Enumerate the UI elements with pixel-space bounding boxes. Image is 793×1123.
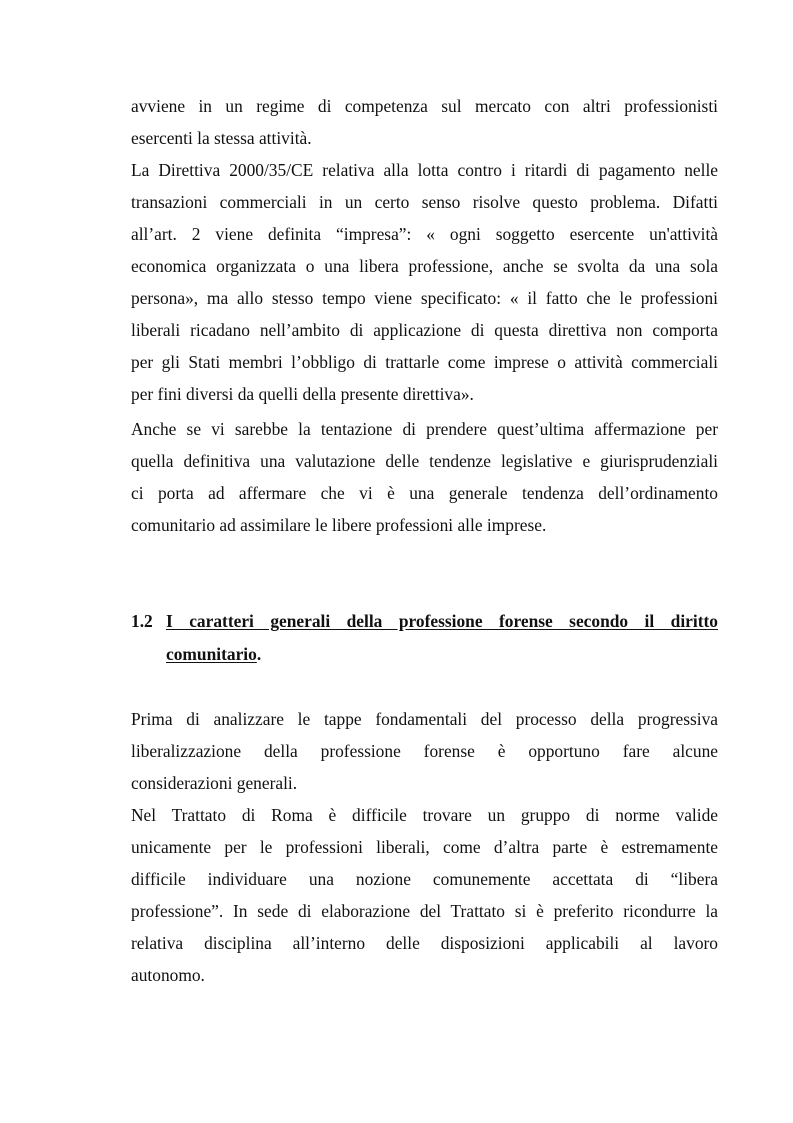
paragraph-line: all’art. 2 viene definita “impresa”: « ogni soggetto esercente un'attività bbox=[131, 224, 718, 244]
paragraph-line: esercenti la stessa attività. bbox=[131, 128, 312, 148]
section-title-text: I caratteri generali della professione forense secondo il diritto bbox=[166, 611, 718, 631]
paragraph-line: professione”. In sede di elaborazione del Trattato si è preferito ricondurre la bbox=[131, 901, 718, 921]
paragraph-line: liberalizzazione della professione forense è opportuno fare alcune bbox=[131, 741, 718, 761]
paragraph-line: transazioni commerciali in un certo senso risolve questo problema. Difatti bbox=[131, 192, 718, 212]
section-title-text: comunitario bbox=[166, 644, 257, 664]
paragraph-line: autonomo. bbox=[131, 965, 205, 985]
paragraph-line: unicamente per le professioni liberali, come d’altra parte è estremamente bbox=[131, 837, 718, 857]
paragraph-line: Anche se vi sarebbe la tentazione di prendere quest’ultima affermazione per bbox=[131, 419, 718, 439]
paragraph-line: persona», ma allo stesso tempo viene specificato: « il fatto che le professioni bbox=[131, 288, 718, 308]
paragraph-line: avviene in un regime di competenza sul mercato con altri professionisti bbox=[131, 96, 718, 116]
paragraph-line: ci porta ad affermare che vi è una generale tendenza dell’ordinamento bbox=[131, 483, 718, 503]
section-title-line-1 bbox=[166, 611, 718, 631]
paragraph-line: liberali ricadano nell’ambito di applicazione di questa direttiva non comporta bbox=[131, 320, 718, 340]
section-heading bbox=[131, 611, 718, 671]
paragraph-line: Nel Trattato di Roma è difficile trovare un gruppo di norme valide bbox=[131, 805, 718, 825]
section-title-period: . bbox=[256, 644, 262, 664]
paragraph-line: per gli Stati membri l’obbligo di trattarle come imprese o attività commerciali bbox=[131, 352, 718, 372]
paragraph-line: difficile individuare una nozione comunemente accettata di “libera bbox=[131, 869, 718, 889]
paragraph-line: Prima di analizzare le tappe fondamentali del processo della progressiva bbox=[131, 709, 718, 729]
paragraph-line: relativa disciplina all’interno delle disposizioni applicabili al lavoro bbox=[131, 933, 718, 953]
paragraph-line: quella definitiva una valutazione delle tendenze legislative e giurisprudenziali bbox=[131, 451, 718, 471]
paragraph-line: considerazioni generali. bbox=[131, 773, 298, 793]
section-number: 1.2 bbox=[131, 611, 153, 631]
section-title-line-2 bbox=[166, 644, 718, 664]
paragraph-line: comunitario ad assimilare le libere professioni alle imprese. bbox=[131, 515, 547, 535]
paragraph-line: La Direttiva 2000/35/CE relativa alla lotta contro i ritardi di pagamento nelle bbox=[131, 160, 718, 180]
paragraph-line: economica organizzata o una libera professione, anche se svolta da una sola bbox=[131, 256, 718, 276]
paragraph-line: per fini diversi da quelli della presente direttiva». bbox=[131, 384, 474, 404]
